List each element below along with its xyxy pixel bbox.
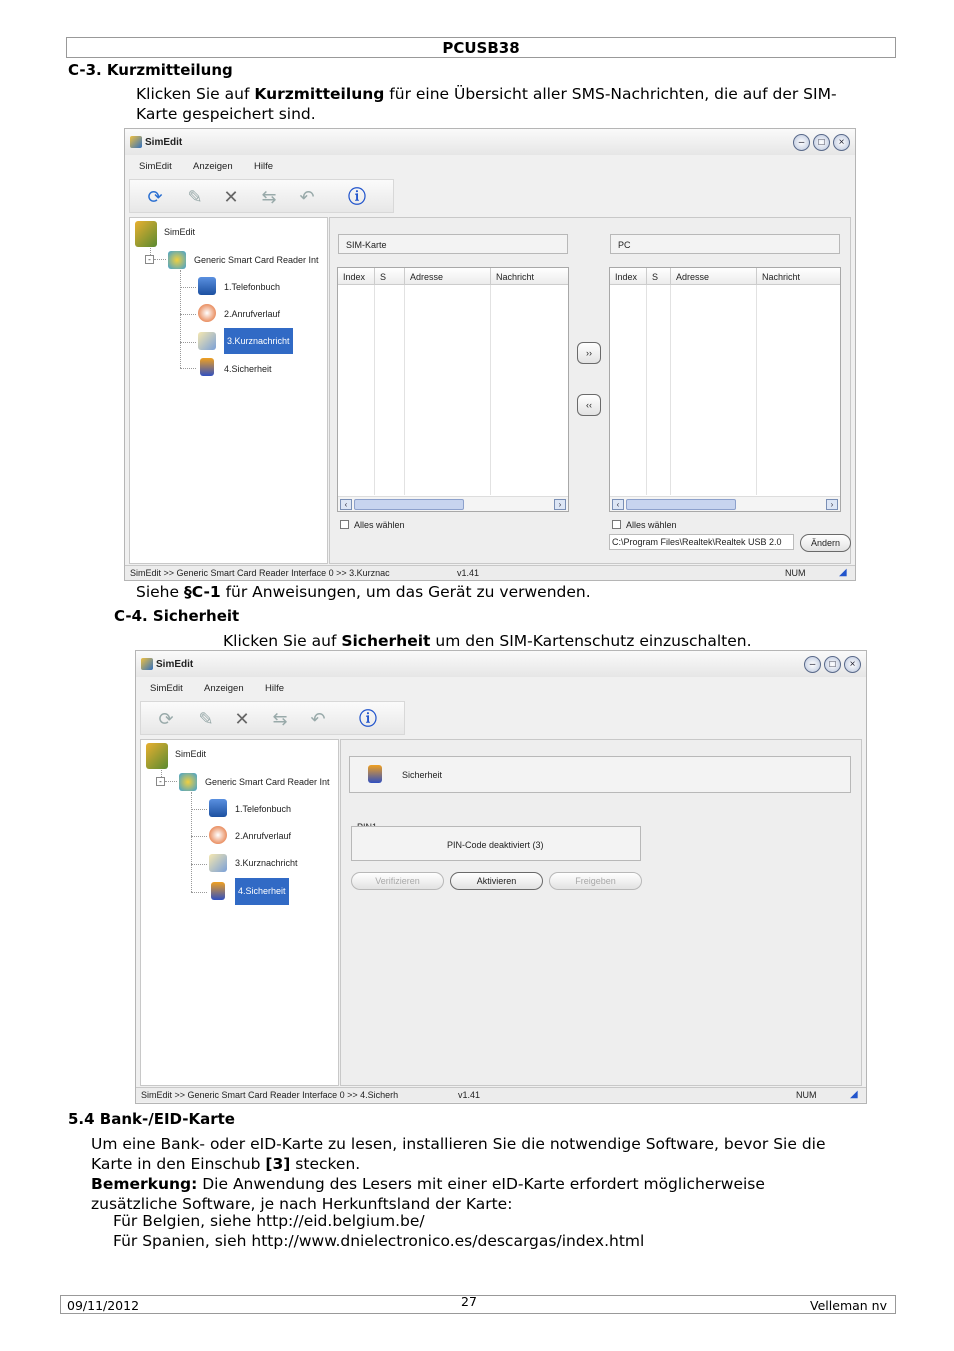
sms-icon	[209, 854, 227, 872]
status-path: SimEdit >> Generic Smart Card Reader Interface 0 >> 3.Kurznac	[130, 568, 390, 578]
note-line2: zusätzliche Software, je nach Herkunftsland der Karte:	[91, 1195, 513, 1213]
col-s[interactable]: S	[647, 268, 671, 285]
footer-page: 27	[461, 1294, 477, 1309]
undo-icon[interactable]: ↶	[310, 709, 326, 729]
section-heading-54: 5.4 Bank-/EID-Karte	[68, 1110, 235, 1128]
col-nachricht[interactable]: Nachricht	[757, 268, 840, 285]
refresh-icon[interactable]: ⟳	[158, 709, 174, 729]
pin-status: PIN-Code deaktiviert (3)	[447, 840, 544, 850]
footer-date: 09/11/2012	[67, 1298, 140, 1313]
section-heading-c4: C-4. Sicherheit	[114, 607, 240, 625]
col-adresse[interactable]: Adresse	[671, 268, 757, 285]
status-path: SimEdit >> Generic Smart Card Reader Interface 0 >> 4.Sicherh	[141, 1090, 399, 1100]
menu-hilfe[interactable]: Hilfe	[254, 161, 274, 172]
window-title: SimEdit	[156, 659, 194, 670]
verify-button[interactable]: Verifizieren	[351, 872, 444, 890]
security-icon	[200, 358, 214, 376]
status-bar	[136, 1087, 866, 1102]
copy-to-sim-button[interactable]: ‹‹	[577, 394, 601, 416]
security-header-box	[349, 756, 851, 793]
tree-item-anrufverlauf[interactable]: 2.Anrufverlauf	[235, 831, 292, 841]
tree-root[interactable]: SimEdit	[164, 227, 196, 237]
toolbar	[140, 701, 405, 735]
simedit-app-icon	[130, 136, 142, 148]
minimize-icon[interactable]: –	[804, 656, 821, 673]
menu-bar	[136, 679, 866, 697]
security-panel-title: Sicherheit	[402, 770, 443, 780]
col-index[interactable]: Index	[610, 268, 647, 285]
belgium-link[interactable]: Für Belgien, siehe http://eid.belgium.be/	[113, 1212, 425, 1230]
card-reader-icon	[168, 251, 186, 269]
note-line1: Die Anwendung des Lesers mit einer eID-Karte erfordert möglicherweise	[197, 1175, 765, 1193]
status-version: v1.41	[458, 1090, 481, 1100]
phonebook-icon	[209, 799, 227, 817]
para1-line2-pre: Karte in den Einschub	[91, 1155, 266, 1173]
info-icon[interactable]: ⓘ	[359, 709, 377, 729]
scroll-left-icon[interactable]: ‹	[340, 499, 352, 510]
c3-intro-bold: Kurzmitteilung	[254, 85, 385, 103]
pc-select-all-checkbox[interactable]	[612, 520, 621, 529]
undo-icon[interactable]: ↶	[299, 187, 315, 207]
tree-item-anrufverlauf[interactable]: 2.Anrufverlauf	[224, 309, 281, 319]
simedit-app-icon	[141, 658, 153, 670]
sms-panel	[329, 217, 851, 564]
transfer-icon[interactable]: ⇆	[261, 187, 277, 207]
tree-item-telefonbuch[interactable]: 1.Telefonbuch	[224, 282, 281, 292]
menu-simedit[interactable]: SimEdit	[150, 683, 183, 694]
maximize-icon[interactable]: □	[824, 656, 841, 673]
pc-select-all-label: Alles wählen	[626, 520, 677, 530]
edit-icon[interactable]: ✎	[187, 187, 203, 207]
pc-box	[610, 234, 840, 254]
sim-card-box	[338, 234, 568, 254]
close-icon[interactable]: ×	[844, 656, 861, 673]
title-bar	[136, 651, 866, 677]
card-reader-icon	[179, 773, 197, 791]
title-bar	[125, 129, 855, 155]
note-bold: Bemerkung:	[91, 1175, 198, 1193]
release-button[interactable]: Freigeben	[549, 872, 642, 890]
c4-intro	[223, 631, 752, 651]
c3-after	[136, 582, 591, 602]
col-s[interactable]: S	[375, 268, 405, 285]
sim-message-table[interactable]	[337, 267, 569, 512]
status-num: NUM	[785, 568, 806, 578]
para1-line2-bold: [3]	[265, 1155, 291, 1173]
simedit-window-security	[135, 650, 867, 1104]
para1-line2-post: stecken.	[290, 1155, 361, 1173]
phonebook-icon	[198, 277, 216, 295]
c3-intro-post: für eine Übersicht aller SMS-Nachrichten, die auf der SIM-	[384, 85, 837, 103]
section-heading-c3: C-3. Kurzmitteilung	[68, 61, 233, 79]
section-54-body	[91, 1134, 891, 1214]
document-footer	[60, 1295, 896, 1314]
scroll-thumb[interactable]	[354, 499, 464, 510]
c4-intro-post: um den SIM-Kartenschutz einzuschalten.	[430, 632, 752, 650]
col-adresse[interactable]: Adresse	[405, 268, 491, 285]
c4-intro-bold: Sicherheit	[341, 632, 431, 650]
scroll-left-icon[interactable]: ‹	[612, 499, 624, 510]
tree-reader[interactable]: Generic Smart Card Reader Int	[205, 777, 330, 787]
call-log-icon	[198, 304, 216, 322]
window-title: SimEdit	[145, 137, 183, 148]
resize-grip-icon[interactable]: ◢	[850, 1089, 858, 1100]
sim-select-all-label: Alles wählen	[354, 520, 405, 530]
minimize-icon[interactable]: –	[793, 134, 810, 151]
resize-grip-icon[interactable]: ◢	[839, 567, 847, 578]
refresh-icon[interactable]: ⟳	[147, 187, 163, 207]
status-bar	[125, 565, 855, 580]
pc-message-table[interactable]	[609, 267, 841, 512]
c3-intro-pre: Klicken Sie auf	[136, 85, 255, 103]
maximize-icon[interactable]: □	[813, 134, 830, 151]
sim-card-label: SIM-Karte	[346, 240, 387, 250]
sim-select-all-checkbox[interactable]	[340, 520, 349, 529]
security-panel	[340, 739, 862, 1086]
menu-simedit[interactable]: SimEdit	[139, 161, 172, 172]
delete-icon[interactable]: ✕	[223, 187, 239, 207]
sms-icon	[198, 332, 216, 350]
sim-hscrollbar[interactable]	[338, 496, 568, 511]
tree-item-sicherheit[interactable]: 4.Sicherheit	[224, 364, 272, 374]
edit-icon[interactable]: ✎	[198, 709, 214, 729]
footer-company: Velleman nv	[810, 1298, 887, 1313]
tree-item-telefonbuch[interactable]: 1.Telefonbuch	[235, 804, 292, 814]
simedit-root-icon	[135, 221, 157, 247]
pc-hscrollbar[interactable]	[610, 496, 840, 511]
toolbar	[129, 179, 394, 213]
info-icon[interactable]: ⓘ	[348, 187, 366, 207]
close-icon[interactable]: ×	[833, 134, 850, 151]
tree-root[interactable]: SimEdit	[175, 749, 207, 759]
c3-after-pre: Siehe	[136, 583, 184, 601]
change-path-button[interactable]: Ändern	[800, 534, 851, 552]
security-icon	[368, 765, 382, 783]
security-icon	[211, 882, 225, 900]
menu-hilfe[interactable]: Hilfe	[265, 683, 285, 694]
document-header	[66, 37, 896, 58]
menu-bar	[125, 157, 855, 175]
simedit-root-icon	[146, 743, 168, 769]
transfer-icon[interactable]: ⇆	[272, 709, 288, 729]
scroll-right-icon[interactable]: ›	[554, 499, 566, 510]
c3-after-bold: §C-1	[183, 583, 221, 601]
simedit-window-sms	[124, 128, 856, 581]
menu-anzeigen[interactable]: Anzeigen	[193, 161, 233, 172]
tree-item-sicherheit[interactable]: 4.Sicherheit	[235, 878, 289, 905]
tree-item-kurznachricht[interactable]: 3.Kurznachricht	[235, 858, 298, 868]
tree-item-kurznachricht[interactable]: 3.Kurznachricht	[224, 328, 293, 354]
call-log-icon	[209, 826, 227, 844]
para1-line1: Um eine Bank- oder eID-Karte zu lesen, installieren Sie die notwendige Software, bevor Sie die	[91, 1135, 826, 1153]
collapse-icon[interactable]: -	[145, 255, 154, 264]
pin-box	[351, 826, 641, 861]
c4-intro-pre: Klicken Sie auf	[223, 632, 342, 650]
activate-button[interactable]: Aktivieren	[450, 872, 543, 890]
status-num: NUM	[796, 1090, 817, 1100]
status-version: v1.41	[457, 568, 480, 578]
header-title: PCUSB38	[442, 39, 520, 57]
scroll-thumb[interactable]	[626, 499, 736, 510]
collapse-icon[interactable]: -	[156, 777, 165, 786]
pc-label: PC	[618, 240, 631, 250]
c3-intro	[136, 84, 876, 124]
menu-anzeigen[interactable]: Anzeigen	[204, 683, 244, 694]
col-index[interactable]: Index	[338, 268, 375, 285]
copy-to-pc-button[interactable]: ››	[577, 342, 601, 364]
scroll-right-icon[interactable]: ›	[826, 499, 838, 510]
col-nachricht[interactable]: Nachricht	[491, 268, 568, 285]
c3-after-post: für Anweisungen, um das Gerät zu verwenden.	[220, 583, 591, 601]
navigation-tree	[140, 739, 339, 1086]
spain-link[interactable]: Für Spanien, sieh http://www.dnielectronico.es/descargas/index.html	[113, 1232, 645, 1250]
tree-reader[interactable]: Generic Smart Card Reader Int	[194, 255, 319, 265]
path-field[interactable]: C:\Program Files\Realtek\Realtek USB 2.0	[609, 534, 794, 550]
delete-icon[interactable]: ✕	[234, 709, 250, 729]
navigation-tree	[129, 217, 328, 564]
c3-intro-line2: Karte gespeichert sind.	[136, 105, 316, 123]
